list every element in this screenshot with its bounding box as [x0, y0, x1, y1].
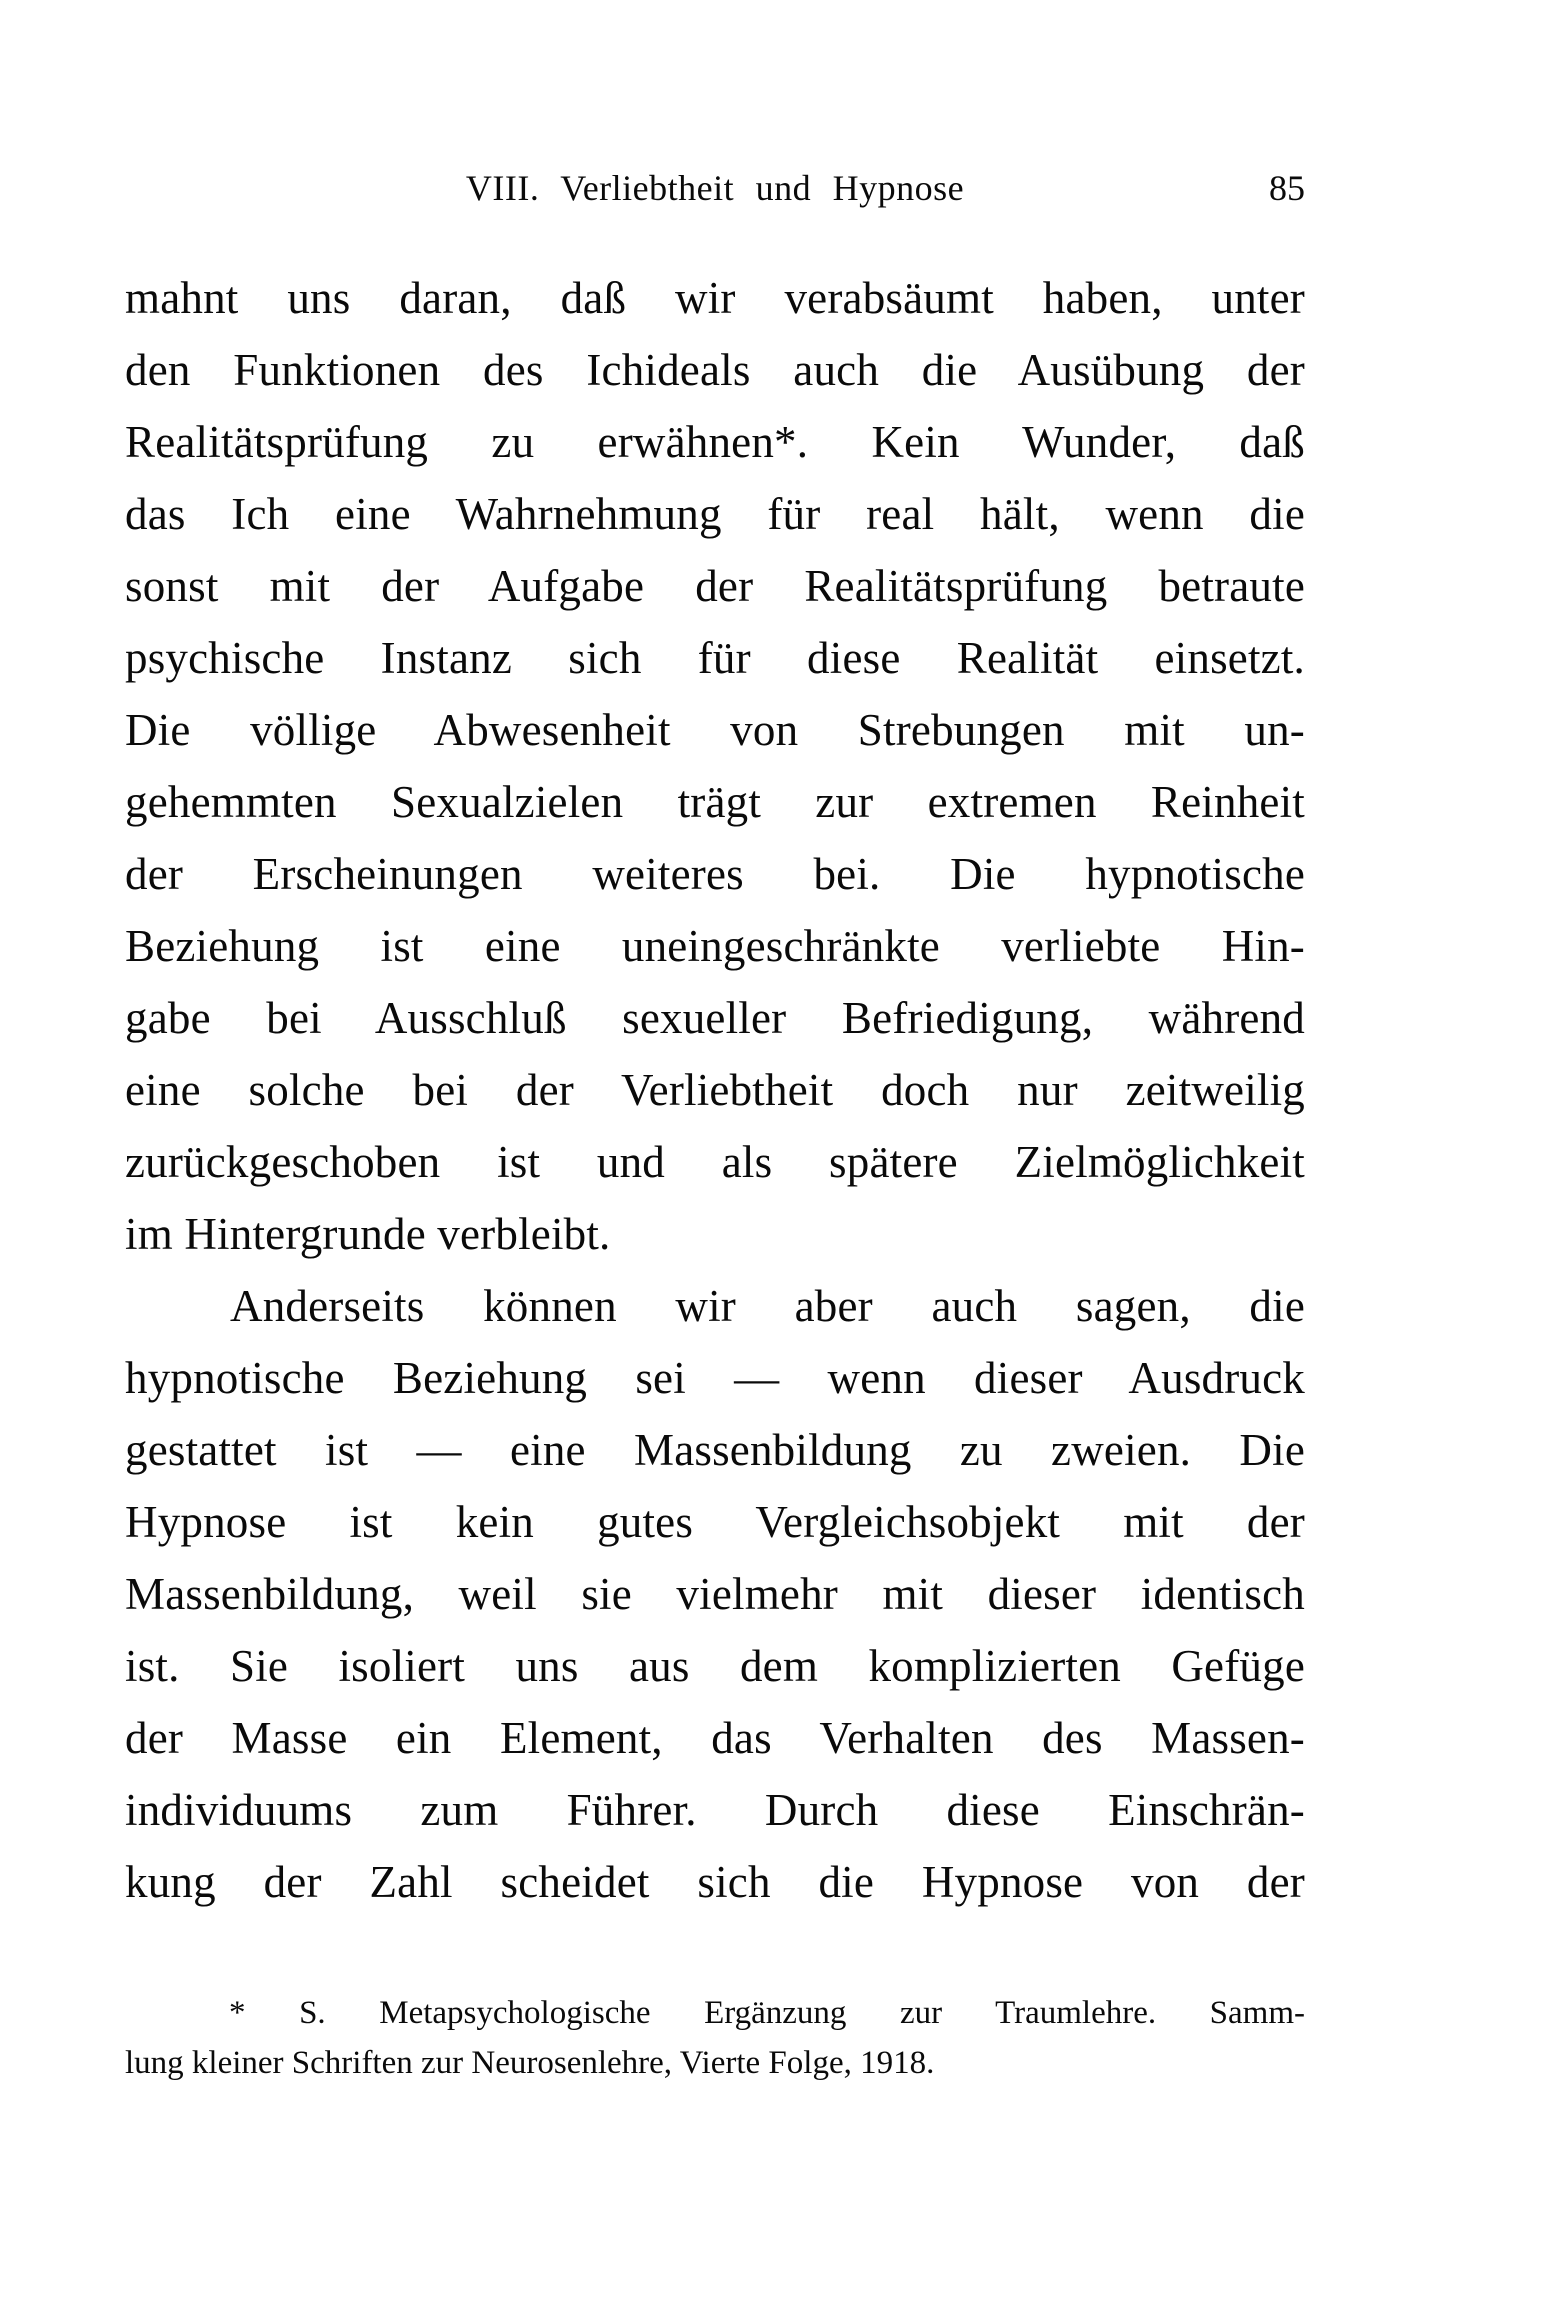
text-line: im Hintergrunde verbleibt.	[125, 1209, 611, 1259]
text-line: Die völlige Abwesenheit von Strebungen mit un-	[125, 705, 1305, 755]
text-line: der Masse ein Element, das Verhalten des Massen-	[125, 1713, 1305, 1763]
text-line: gehemmten Sexualzielen trägt zur extremen Reinheit	[125, 777, 1305, 827]
page-number: 85	[1269, 168, 1305, 208]
text-line: sonst mit der Aufgabe der Realitätsprüfung betraute	[125, 561, 1305, 611]
text-line: Hypnose ist kein gutes Vergleichsobjekt mit der	[125, 1497, 1305, 1547]
body-text	[125, 262, 1305, 1918]
text-line: individuums zum Führer. Durch diese Einschrän-	[125, 1785, 1305, 1835]
text-line: Anderseits können wir aber auch sagen, die	[230, 1281, 1305, 1331]
text-line: kung der Zahl scheidet sich die Hypnose von der	[125, 1857, 1305, 1907]
footnote	[125, 1988, 1305, 2088]
text-line: eine solche bei der Verliebtheit doch nur zeitweilig	[125, 1065, 1305, 1115]
text-line: Beziehung ist eine uneingeschränkte verliebte Hin-	[125, 921, 1305, 971]
footnote-line: lung kleiner Schriften zur Neurosenlehre, Vierte Folge, 1918.	[125, 2045, 935, 2081]
text-line: hypnotische Beziehung sei — wenn dieser Ausdruck	[125, 1353, 1305, 1403]
text-line: zurückgeschoben ist und als spätere Zielmöglichkeit	[125, 1137, 1305, 1187]
text-line: Realitätsprüfung zu erwähnen*. Kein Wunder, daß	[125, 417, 1305, 467]
text-line: das Ich eine Wahrnehmung für real hält, wenn die	[125, 489, 1305, 539]
chapter-title: VIII. Verliebtheit und Hypnose	[465, 168, 965, 208]
text-line: mahnt uns daran, daß wir verabsäumt haben, unter	[125, 273, 1305, 323]
text-line: den Funktionen des Ichideals auch die Ausübung der	[125, 345, 1305, 395]
page-header	[125, 166, 1305, 210]
text-line: gestattet ist — eine Massenbildung zu zweien. Die	[125, 1425, 1305, 1475]
text-line: psychische Instanz sich für diese Realität einsetzt.	[125, 633, 1305, 683]
text-line: gabe bei Ausschluß sexueller Befriedigung, während	[125, 993, 1305, 1043]
footnote-line: * S. Metapsychologische Ergänzung zur Traumlehre. Samm-	[229, 1995, 1305, 2031]
text-line: der Erscheinungen weiteres bei. Die hypnotische	[125, 849, 1305, 899]
text-line: ist. Sie isoliert uns aus dem komplizierten Gefüge	[125, 1641, 1305, 1691]
text-line: Massenbildung, weil sie vielmehr mit dieser identisch	[125, 1569, 1305, 1619]
